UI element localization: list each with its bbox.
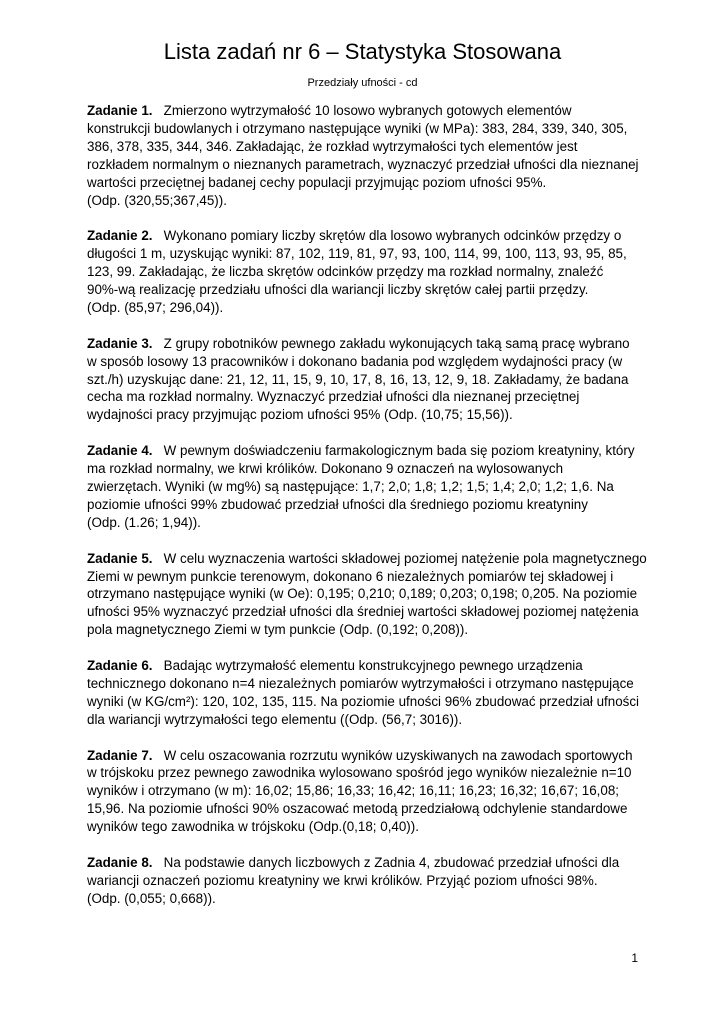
task-line	[87, 442, 641, 460]
task-line	[87, 818, 641, 836]
task-text: otrzymano następujące wyniki (w Oe): 0,195; 0,210; 0,189; 0,203; 0,198; 0,205. Na poziomie	[87, 586, 638, 602]
task-label: Zadanie 7.	[87, 747, 153, 763]
task-line	[87, 711, 641, 729]
task-line	[87, 657, 641, 675]
task-text: wyników tego zawodnika w trójskoku (Odp.(0,18; 0,40)).	[87, 819, 419, 835]
task-5	[87, 550, 647, 640]
task-text: wartości przeciętnej badanej cechy populacji przyjmując poziom ufności 95%.	[87, 174, 547, 190]
task-label: Zadanie 3.	[87, 335, 153, 351]
task-line	[87, 890, 641, 908]
task-text: w trójskoku przez pewnego zawodnika wylosowano spośród jego wyników niezależnie n=10	[87, 765, 632, 781]
task-text: poziomie ufności 99% zbudować przedział ufności dla średniego poziomu kreatyniny	[87, 496, 588, 512]
task-8	[87, 854, 641, 908]
task-line	[87, 388, 641, 406]
task-line	[87, 496, 641, 514]
task-line	[87, 675, 641, 693]
task-7	[87, 747, 641, 837]
task-text: dla wariancji wytrzymałości tego elementu ((Odp. (56,7; 3016)).	[87, 711, 463, 727]
task-label: Zadanie 8.	[87, 854, 153, 870]
task-text: (Odp. (0,055; 0,668)).	[87, 890, 216, 906]
task-2	[87, 227, 641, 317]
task-label: Zadanie 5.	[87, 550, 153, 566]
task-label: Zadanie 6.	[87, 658, 153, 674]
task-line	[87, 281, 641, 299]
task-text: Ziemi w pewnym punkcie terenowym, dokonano 6 niezależnych pomiarów tej składowej i	[87, 568, 614, 584]
task-line	[87, 174, 641, 192]
task-text: Na podstawie danych liczbowych z Zadnia 4, zbudować przedział ufności dla	[163, 854, 620, 870]
task-line	[87, 854, 641, 872]
task-text: ufności 95% wyznaczyć przedział ufności dla średniej wartości składowej poziomej natężenia	[87, 604, 639, 620]
task-text: (Odp. (1.26; 1,94)).	[87, 514, 201, 530]
task-label: Zadanie 4.	[87, 443, 153, 459]
task-line	[87, 568, 641, 586]
task-line	[87, 245, 641, 263]
task-line	[87, 550, 647, 568]
task-text: W celu wyznaczenia wartości składowej poziomej natężenie pola magnetycznego	[163, 550, 647, 566]
task-line	[87, 872, 641, 890]
task-text: pola magnetycznego Ziemi w tym punkcie (Odp. (0,192; 0,208)).	[87, 622, 469, 638]
task-line	[87, 603, 641, 621]
task-text: W celu oszacowania rozrzutu wyników uzyskiwanych na zawodach sportowych	[163, 747, 633, 763]
task-text: wyników i otrzymano (w m): 16,02; 15,86; 16,33; 16,42; 16,11; 16,23; 16,32; 16,67; 16,08;	[87, 783, 619, 799]
task-text: cecha ma rozkład normalny. Wyznaczyć przedział ufności dla nieznanej przeciętnej	[87, 389, 580, 405]
task-text: 386, 378, 335, 344, 346. Zakładając, że rozkład wytrzymałości tych elementów jest	[87, 138, 578, 154]
task-text: zwierzętach. Wyniki (w mg%) są następujące: 1,7; 2,0; 1,8; 1,2; 1,5; 1,4; 2,0; 1,2; 1,6. Na	[87, 478, 614, 494]
document-subtitle: Przedziały ufności - cd	[307, 77, 418, 89]
task-line	[87, 263, 641, 281]
task-text: konstrukcji budowlanych i otrzymano następujące wyniki (w MPa): 383, 284, 339, 340, 305,	[87, 120, 628, 136]
task-line	[87, 693, 641, 711]
task-text: 123, 99. Zakładając, że liczba skrętów odcinków przędzy ma rozkład normalny, znaleźć	[87, 264, 604, 280]
task-text: W pewnym doświadczeniu farmakologicznym bada się poziom kreatyniny, który	[163, 443, 635, 459]
task-line	[87, 192, 641, 210]
task-text: Zmierzono wytrzymałość 10 losowo wybranych gotowych elementów	[163, 103, 572, 118]
task-text: wariancji oznaczeń poziomu kreatyniny we krwi królików. Przyjąć poziom ufności 98%.	[87, 872, 598, 888]
task-text: (Odp. (320,55;367,45)).	[87, 192, 227, 208]
task-label: Zadanie 1.	[87, 103, 153, 118]
task-line	[87, 156, 641, 174]
task-line	[87, 747, 641, 765]
task-4	[87, 442, 641, 532]
task-line	[87, 138, 641, 156]
task-text: Wykonano pomiary liczby skrętów dla losowo wybranych odcinków przędzy o	[163, 228, 622, 244]
task-text: 90%-wą realizację przedziału ufności dla wariancji liczby skrętów całej partii przędzy.	[87, 282, 589, 298]
page-number: 1	[631, 951, 638, 965]
task-line	[87, 478, 641, 496]
task-text: Z grupy robotników pewnego zakładu wykonujących taką samą pracę wybrano	[163, 335, 630, 351]
task-text: wyniki (w KG/cm²): 120, 102, 135, 115. Na poziomie ufności 96% zbudować przedział ufności	[87, 693, 640, 709]
task-line	[87, 460, 641, 478]
task-line	[87, 102, 641, 120]
task-line	[87, 120, 641, 138]
task-line	[87, 371, 641, 389]
task-text: technicznego dokonano n=4 niezależnych pomiarów wytrzymałości i otrzymano następujące	[87, 675, 634, 691]
task-3	[87, 335, 641, 425]
task-text: (Odp. (85,97; 296,04)).	[87, 299, 224, 315]
task-line	[87, 621, 641, 639]
task-line	[87, 227, 641, 245]
task-text: ma rozkład normalny, we krwi królików. Dokonano 9 oznaczeń na wylosowanych	[87, 461, 564, 477]
task-label: Zadanie 2.	[87, 228, 153, 244]
task-text: Badając wytrzymałość elementu konstrukcyjnego pewnego urządzenia	[163, 658, 583, 674]
task-line	[87, 299, 641, 317]
task-line	[87, 800, 641, 818]
task-text: rozkładem normalnym o nieznanych parametrach, wyznaczyć przedział ufności dla nieznanej	[87, 156, 639, 172]
task-1	[87, 102, 641, 209]
task-line	[87, 585, 641, 603]
task-line	[87, 406, 641, 424]
task-line	[87, 335, 641, 353]
task-line	[87, 353, 641, 371]
task-text: szt./h) uzyskując dane: 21, 12, 11, 15, 9, 10, 17, 8, 16, 13, 12, 9, 18. Zakładamy, że badana	[87, 371, 629, 387]
task-text: długości 1 m, uzyskując wyniki: 87, 102, 119, 81, 97, 93, 100, 114, 99, 100, 113, 93, 95, 85,	[87, 246, 627, 262]
task-line	[87, 514, 641, 532]
document-title: Lista zadań nr 6 – Statystyka Stosowana	[163, 39, 562, 64]
task-text: w sposób losowy 13 pracowników i dokonano badania pod względem wydajności pracy (w	[87, 353, 623, 369]
task-list	[87, 102, 647, 926]
task-text: 15,96. Na poziomie ufności 90% oszacować metodą przedziałową odchylenie standardowe	[87, 801, 628, 817]
task-6	[87, 657, 641, 729]
task-line	[87, 782, 641, 800]
task-line	[87, 764, 641, 782]
task-text: wydajności pracy przyjmując poziom ufności 95% (Odp. (10,75; 15,56)).	[87, 407, 513, 423]
